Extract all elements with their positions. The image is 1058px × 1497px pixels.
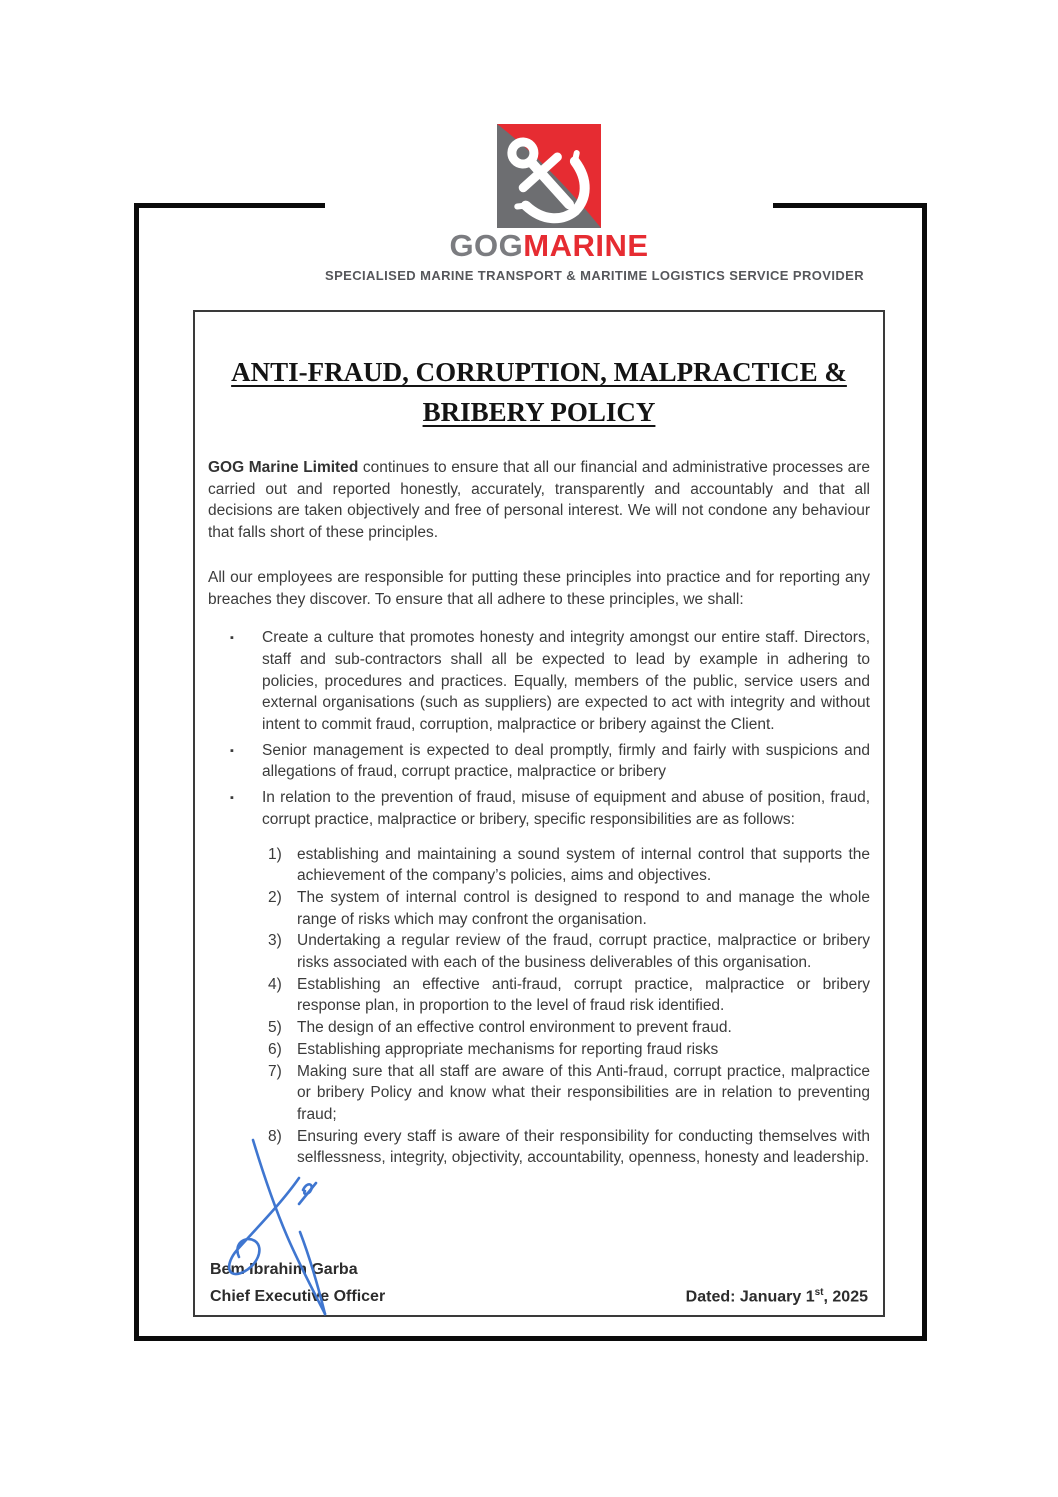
intro-lead-bold: GOG Marine Limited	[208, 459, 359, 476]
company-name-gog: GOG	[449, 228, 524, 263]
numbered-item-label: 6)	[268, 1040, 282, 1058]
numbered-item	[208, 974, 870, 1017]
numbered-item-label: 4)	[268, 975, 282, 993]
bullet-square-icon: ▪	[230, 792, 234, 805]
signatory-role: Chief Executive Officer	[210, 1288, 386, 1305]
numbered-item-text: Establishing appropriate mechanisms for reporting fraud risks	[297, 1040, 719, 1058]
bullet-square-icon: ▪	[230, 744, 234, 757]
bullet-text: In relation to the prevention of fraud, misuse of equipment and abuse of position, fraud, corrupt practice, malpractice or bribery, specific responsibilities are as follows:	[262, 789, 870, 828]
numbered-item	[208, 1039, 870, 1061]
signature-row	[210, 1281, 868, 1308]
numbered-item-label: 8)	[268, 1127, 282, 1145]
company-tagline: SPECIALISED MARINE TRANSPORT & MARITIME LOGISTICS SERVICE PROVIDER	[325, 268, 864, 283]
second-paragraph: All our employees are responsible for putting these principles into practice and for reporting any breaches they discover. To ensure that all adhere to these principles, we shall:	[208, 568, 870, 608]
numbered-item	[208, 1061, 870, 1126]
document-date	[686, 1281, 868, 1308]
bullet-item	[208, 627, 870, 736]
policy-title-line2: BRIBERY POLICY	[422, 397, 656, 427]
date-ordinal: st	[814, 1286, 824, 1298]
numbered-item-label: 3)	[268, 932, 282, 950]
intro-rest-text: continues to ensure that all our financial and administrative processes are carried out and reported honestly, accurately, transparently and accountably and that all decisions are taken objectively and free of personal interest. We will not condone any behaviour that falls short of these principles.	[208, 459, 870, 542]
numbered-item	[208, 1126, 870, 1169]
company-logo	[325, 98, 864, 289]
numbered-item-label: 5)	[268, 1019, 282, 1037]
anchor-icon	[497, 124, 601, 228]
bullet-list	[208, 627, 870, 830]
company-name-marine: MARINE	[523, 228, 649, 263]
numbered-item-text: Establishing an effective anti-fraud, corrupt practice, malpractice or bribery response plan, in proportion to the level of fraud risk identified.	[297, 975, 870, 1015]
numbered-item-label: 2)	[268, 888, 282, 906]
bullet-item	[208, 740, 870, 783]
numbered-item-label: 7)	[268, 1062, 282, 1080]
policy-title	[208, 352, 870, 432]
signatory-name: Bem Ibrahim Garba	[210, 1260, 358, 1278]
signature-block	[210, 1258, 868, 1308]
numbered-item-text: Ensuring every staff is aware of their responsibility for conducting themselves with selflessness, integrity, objectivity, accountability, openness, honesty and leadership.	[297, 1127, 870, 1167]
numbered-item-text: establishing and maintaining a sound system of internal control that supports the achievement of the company’s policies, aims and objectives.	[297, 845, 870, 885]
bullet-text: Create a culture that promotes honesty and integrity amongst our entire staff. Directors, staff and sub-contractors shall all be expected to lead by example in adhering to policies, procedures and practices. Equally, members of the public, service users and external organisations (such as suppliers) are expected to act with integrity and without intent to commit fraud, corruption, malpractice or bribery against the Client.	[262, 629, 870, 734]
policy-box	[193, 310, 885, 1317]
numbered-list	[208, 844, 870, 1170]
numbered-item-text: Making sure that all staff are aware of this Anti-fraud, corrupt practice, malpractice or bribery Policy and know what their responsibilities are in relation to preventing fraud;	[297, 1062, 870, 1123]
numbered-item	[208, 887, 870, 930]
numbered-item-text: Undertaking a regular review of the fraud, corrupt practice, malpractice or bribery risks associated with each of the business deliverables of this organisation.	[297, 932, 870, 972]
intro-paragraph	[208, 457, 870, 544]
bullet-square-icon: ▪	[230, 632, 234, 645]
bullet-text: Senior management is expected to deal promptly, firmly and fairly with suspicions and allegations of fraud, corrupt practice, malpractice or bribery	[262, 741, 870, 781]
policy-title-line1: ANTI-FRAUD, CORRUPTION, MALPRACTICE &	[231, 357, 847, 387]
numbered-item-text: The system of internal control is designed to respond to and manage the whole range of risks which may confront the organisation.	[297, 888, 870, 928]
numbered-item-text: The design of an effective control environment to prevent fraud.	[297, 1019, 732, 1037]
numbered-item	[208, 844, 870, 887]
bullet-item	[208, 787, 870, 830]
numbered-item	[208, 1017, 870, 1039]
company-name	[325, 230, 773, 262]
numbered-item	[208, 930, 870, 973]
numbered-item-label: 1)	[268, 845, 282, 863]
date-suffix: , 2025	[823, 1288, 868, 1305]
date-prefix: Dated: January 1	[685, 1288, 815, 1305]
